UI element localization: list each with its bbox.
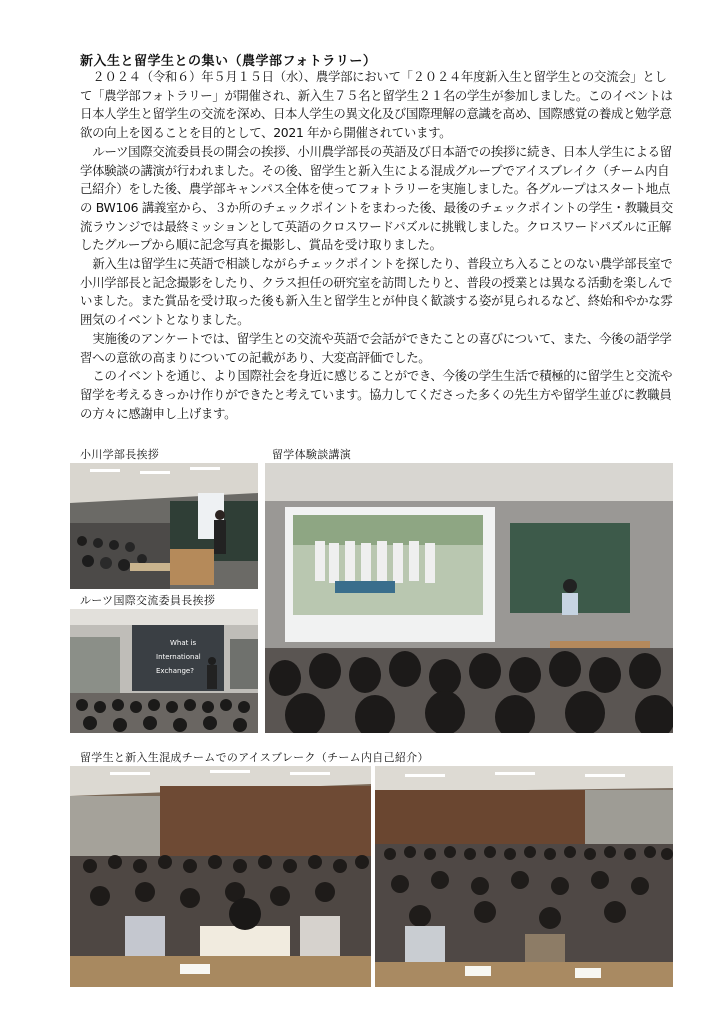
talk-caption: 留学体験談講演 [272, 448, 352, 461]
paragraph: 実施後のアンケートでは、留学生との交流や英語で会話ができたことの喜びについて、また、今後の語学学習への意欲の高まりについての記載があり、大変高評価でした。 [80, 330, 672, 365]
icebreak-caption: 留学生と新入生混成チームでのアイスブレーク（チーム内自己紹介） [80, 751, 429, 764]
paragraph: 新入生は留学生に英語で相談しながらチェックポイントを探したり、普段立ち入ることのない農学部長室で小川学部長と記念撮影をしたり、クラス担任の研究室を訪問したりと、普段の授業とは異なる活動を楽しんでいました。また賞品を受け取った後も新入生と留学生とが仲良く歓談する姿が見られるなど、終始和やかな雰囲気のイベントとなりました。 [80, 256, 673, 328]
dean-greeting-photo [70, 463, 258, 589]
roots-chair-greeting-photo [70, 609, 258, 733]
article-title: 新入生と留学生との集い（農学部フォトラリー） [80, 54, 377, 69]
roots-caption: ルーツ国際交流委員長挨拶 [80, 594, 216, 607]
study-abroad-talk-photo [265, 463, 673, 733]
slide-line-3: Exchange? [156, 667, 194, 675]
slide-line-2: International [156, 653, 201, 661]
paragraph: このイベントを通じ、より国際社会を身近に感じることができ、今後の学生生活で積極的に留学生と交流や留学を考えるきっかけ作りができたと考えています。協力してくださった多くの先生方や留学生並びに教職員の方々に感謝申し上げます。 [80, 368, 673, 421]
paragraph: ２０２４（令和６）年５月１５日（水）、農学部において「２０２４年度新入生と留学生との交流会」として「農学部フォトラリー」が開催され、新入生７５名と留学生２１名の学生が参加しました。このイベントは日本人学生と留学生の交流を深め、日本人学生の異文化及び国際理解の意識を高め、国際感覚の養成と勉学意欲の向上を図ることを目的として、2021 年から開催されています。 [80, 69, 673, 141]
icebreak-photo-right [375, 766, 673, 987]
article-body [80, 68, 675, 423]
icebreak-photo-left [70, 766, 371, 987]
slide-line-1: What is [170, 639, 197, 647]
dean-caption: 小川学部長挨拶 [80, 448, 160, 461]
paragraph: ルーツ国際交流委員長の開会の挨拶、小川農学部長の英語及び日本語での挨拶に続き、日本人学生による留学体験談の講演が行われました。その後、留学生と新入生による混成グループでアイスブレイク（チーム内自己紹介）をした後、農学部キャンパス全体を使ってフォトラリーを実施しました。各グループはスタート地点の BW106 講義室から、３か所のチェックポイントをまわった後、最後のチェックポイントの学生・教職員交流ラウンジでは最終ミッションとして英語のクロスワードパズルに挑戦しました。クロスワードパズルに正解したグループから順に記念写真を撮影し、賞品を受け取りました。 [80, 143, 673, 253]
